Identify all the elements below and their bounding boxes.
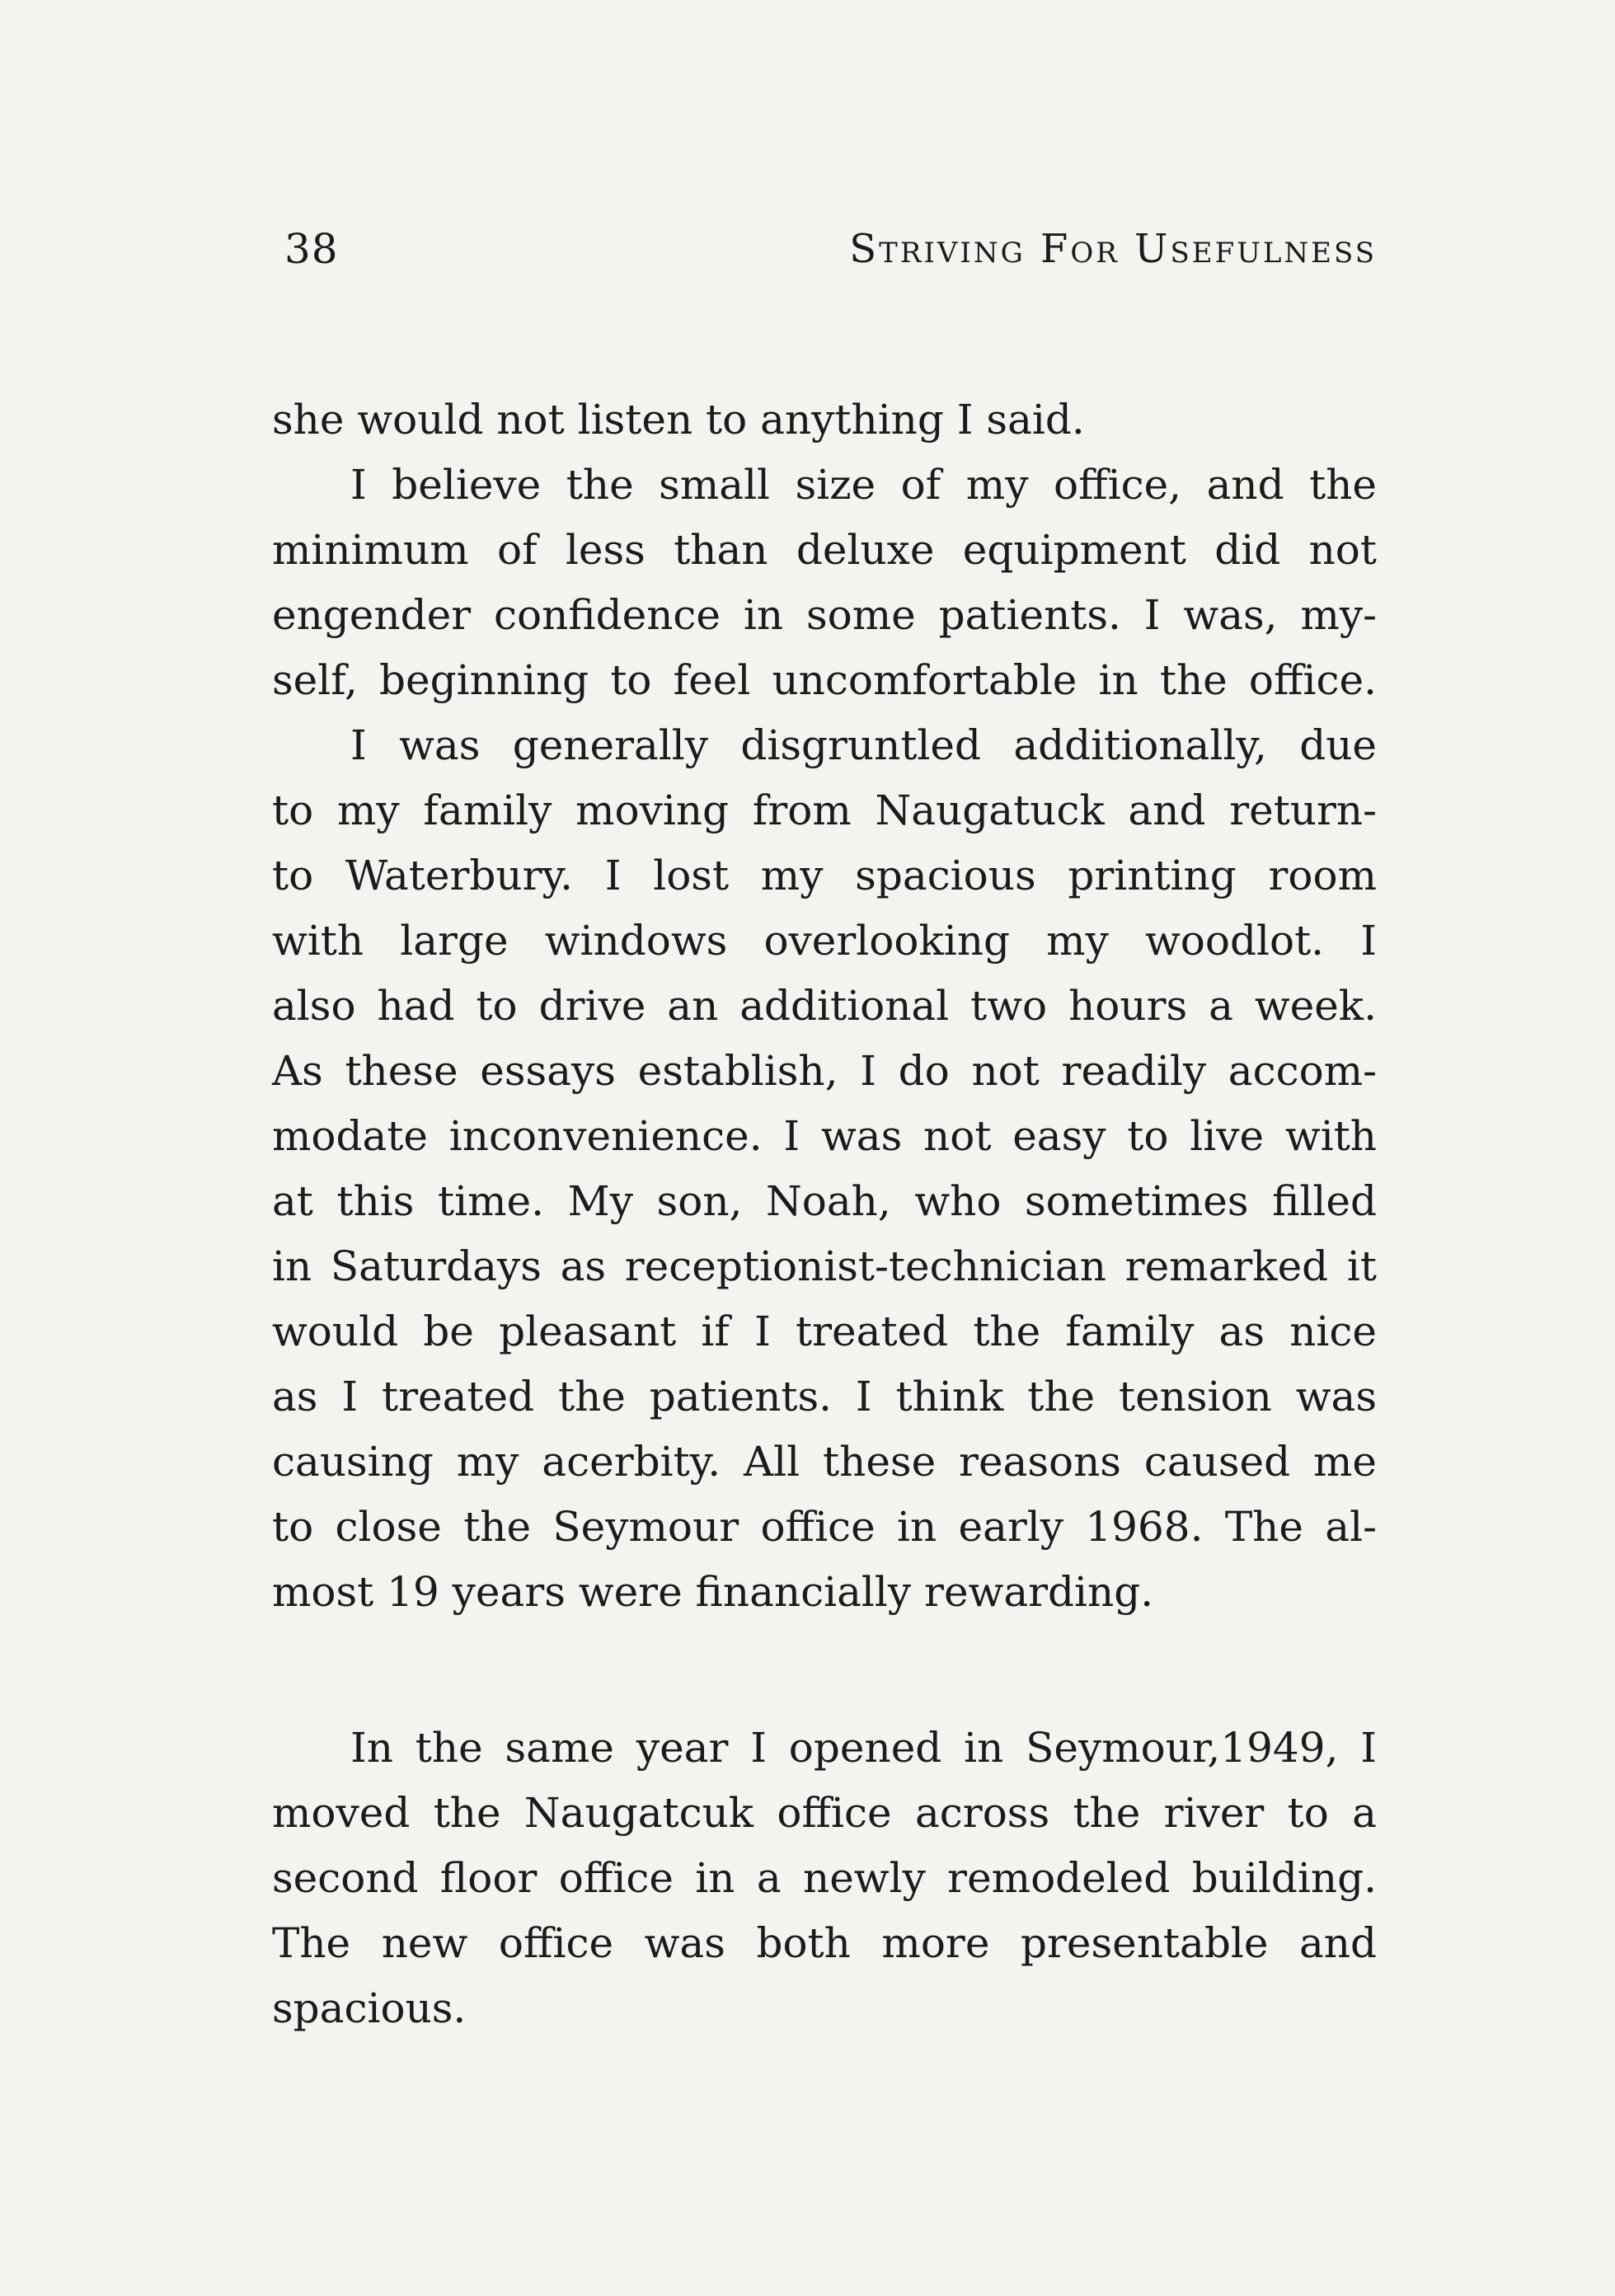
- page-number: 38: [284, 225, 339, 273]
- paragraph: [272, 713, 1377, 1625]
- text-line: engender confidence in some patients. I was, my-: [272, 591, 1377, 639]
- text-line: minimum of less than deluxe equipment did not: [272, 526, 1377, 574]
- text-line: most 19 years were financially rewarding.: [272, 1568, 1154, 1616]
- page-header: [284, 216, 1377, 282]
- text-line: moved the Naugatcuk office across the river to a: [272, 1789, 1377, 1837]
- text-line: modate inconvenience. I was not easy to live with: [272, 1112, 1377, 1160]
- text-line: to close the Seymour office in early 1968. The al-: [272, 1503, 1377, 1551]
- text-line: I believe the small size of my office, and the: [350, 461, 1377, 509]
- text-line: As these essays establish, I do not readily accom-: [272, 1047, 1377, 1095]
- text-line: would be pleasant if I treated the family as nice: [272, 1308, 1377, 1355]
- text-line: self, beginning to feel uncomfortable in the office.: [272, 656, 1377, 704]
- text-line: causing my acerbity. All these reasons caused me: [272, 1438, 1377, 1486]
- body-text: [272, 387, 1377, 2041]
- text-line: in Saturdays as receptionist-technician remarked it: [272, 1242, 1377, 1290]
- text-line: she would not listen to anything I said.: [272, 396, 1085, 444]
- text-line: second floor office in a newly remodeled building.: [272, 1854, 1377, 1902]
- paragraph: [272, 453, 1377, 713]
- text-line: In the same year I opened in Seymour,1949, I: [350, 1724, 1377, 1772]
- text-line: also had to drive an additional two hours a week.: [272, 982, 1377, 1030]
- text-line: to Waterbury. I lost my spacious printing room: [272, 852, 1377, 899]
- text-line: as I treated the patients. I think the tension was: [272, 1373, 1377, 1420]
- text-line: at this time. My son, Noah, who sometimes filled: [272, 1177, 1377, 1225]
- paragraph-spacer: [272, 1625, 1377, 1716]
- running-head: Striving For Usefulness: [849, 226, 1377, 272]
- paragraph: [272, 387, 1377, 453]
- text-line: to my family moving from Naugatuck and return-: [272, 786, 1377, 834]
- paragraph: [272, 1716, 1377, 2041]
- text-line: spacious.: [272, 1984, 467, 2032]
- text-line: I was generally disgruntled additionally, due: [350, 721, 1377, 769]
- text-line: The new office was both more presentable and: [272, 1919, 1377, 1967]
- text-line: with large windows overlooking my woodlot. I: [272, 917, 1377, 965]
